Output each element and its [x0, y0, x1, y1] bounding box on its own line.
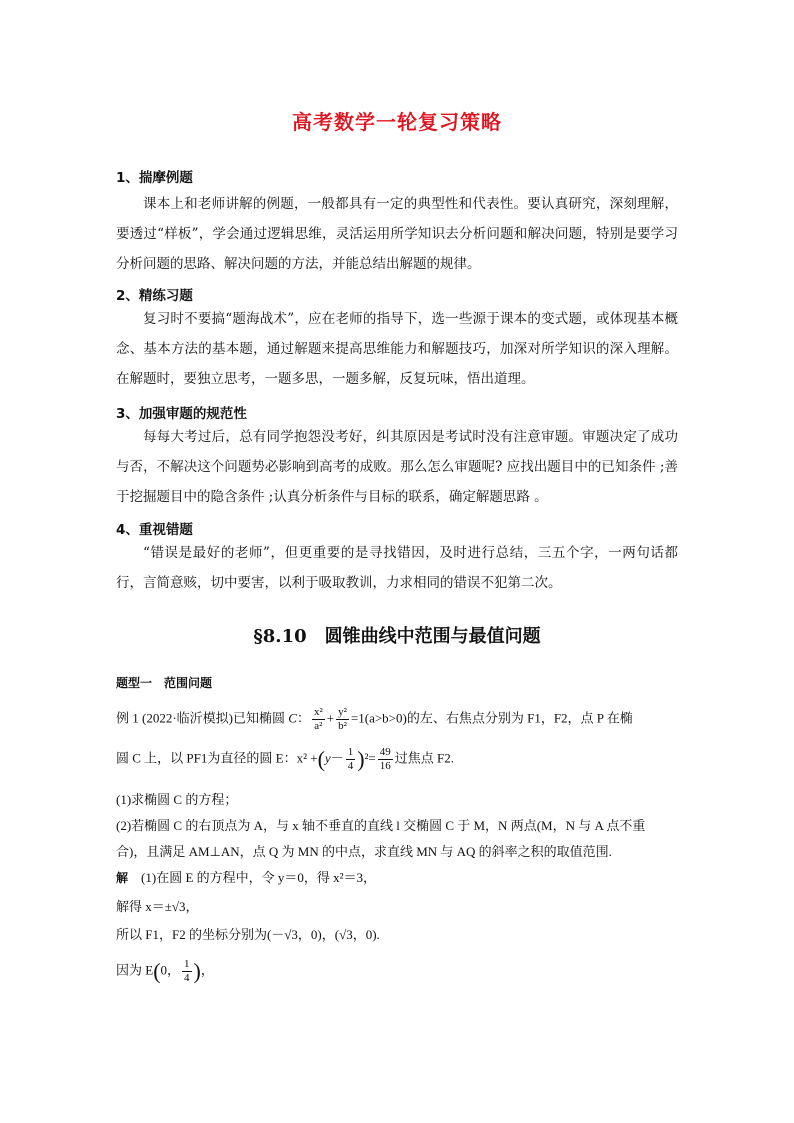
example-line-1: 例 1 (2022·临沂模拟)已知椭圆 C： $\frac{\text{x²}}{\text{a²}}$ + $\frac{\text{y²}}{\text{b²}}$ =1(a>b>0)的左、右焦点分别为 F1，F2，点 P 在椭	[116, 706, 633, 732]
solution-line-3: 所以 F1，F2 的坐标分别为(－√3，0)，(√3，0).	[116, 927, 380, 942]
section-heading-4: 4、重视错题	[116, 522, 193, 538]
chapter-section-title: §8.10 圆锥曲线中范围与最值问题	[253, 626, 541, 647]
section-body-1: 课本上和老师讲解的例题，一般都具有一定的典型性和代表性。要认真研究，深刻理解，要透过“样板”，学会通过逻辑思维，灵活运用所学知识去分析问题和解决问题，特别是要学习分析问题的思路、解决问题的方法，并能总结出解题的规律。	[116, 196, 678, 272]
question-type-label: 题型一 范围问题	[116, 676, 213, 690]
section-body-3: 每每大考过后，总有同学抱怨没考好，纠其原因是考试时没有注意审题。审题决定了成功与否，不解决这个问题势必影响到高考的成败。那么怎么审题呢? 应找出题目中的已知条件 ;善于挖掘题目中的隐含条件 ;认真分析条件与目标的联系，确定解题思路 。	[116, 429, 678, 505]
fraction-x: $\frac{\text{x²}}{\text{a²}}$	[313, 706, 323, 732]
fraction-quarter: $\frac{1}{4}$	[347, 746, 354, 772]
section-heading-3: 3、加强审题的规范性	[116, 406, 247, 422]
solution-line-1: 解 (1)在圆 E 的方程中，令 y＝0，得 x²＝3，	[116, 870, 377, 885]
example-label: 例 1	[116, 710, 139, 726]
solution-line-2: 解得 x＝±√3，	[116, 899, 199, 914]
example-source: (2022·临沂模拟)已知椭圆	[142, 710, 286, 726]
document-title: 高考数学一轮复习策略	[292, 110, 502, 134]
section-heading-2: 2、精练习题	[116, 288, 193, 304]
section-heading-1: 1、揣摩例题	[116, 170, 193, 186]
question-1: (1)求椭圆 C 的方程；	[116, 792, 238, 807]
fraction-49-16: $\frac{49}{16}$	[379, 746, 391, 772]
fraction-quarter-2: $\frac{1}{4}$	[184, 958, 190, 984]
question-2-line-2: 合)，且满足 AM⊥AN，点 Q 为 MN 的中点，求直线 MN 与 AQ 的斜率之积的取值范围.	[116, 844, 612, 859]
fraction-y: $\frac{\text{y²}}{\text{b²}}$	[338, 706, 347, 732]
example-line-1-end: =1(a>b>0)的左、右焦点分别为 F1，F2，点 P 在椭	[350, 710, 633, 726]
solution-label: 解	[116, 871, 129, 885]
section-body-4: “错误是最好的老师”，但更重要的是寻找错因，及时进行总结，三五个字，一两句话都行，言简意赅，切中要害，以利于吸取教训，力求相同的错误不犯第二次。	[116, 545, 678, 591]
solution-line-4: 因为 E(0， $\frac{1}{4}$ )，	[116, 958, 214, 984]
example-line-2: 圆 C 上，以 PF1为直径的圆 E：x² +(y－ $\frac{1}{4}$ )²= $\frac{49}{16}$ 过焦点 F2.	[116, 746, 454, 772]
section-body-2: 复习时不要搞“题海战术”，应在老师的指导下，选一些源于课本的变式题，或体现基本概念、基本方法的基本题，通过解题来提高思维能力和解题技巧，加深对所学知识的深入理解。在解题时，要独立思考，一题多思，一题多解，反复玩味，悟出道理。	[116, 311, 678, 387]
question-2-line-1: (2)若椭圆 C 的右顶点为 A，与 x 轴不垂直的直线 l 交椭圆 C 于 M，N 两点(M，N 与 A 点不重	[116, 818, 646, 833]
